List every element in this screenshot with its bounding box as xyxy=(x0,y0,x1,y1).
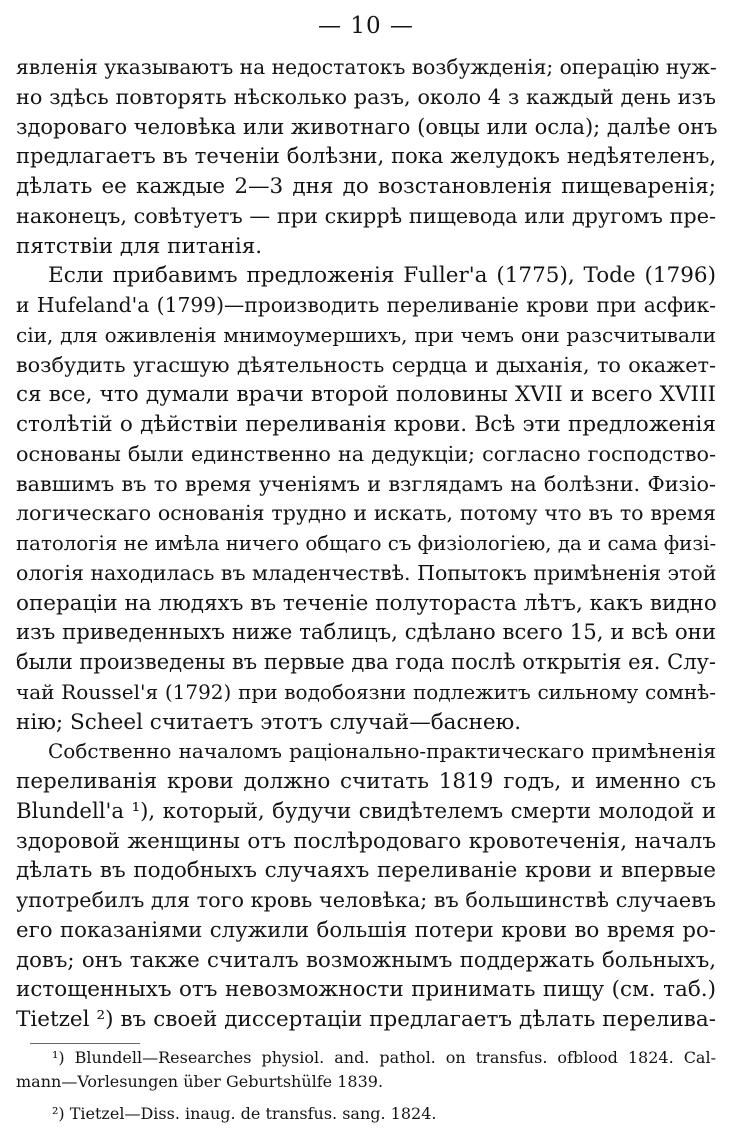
text-line: Blundell'а ¹), который, будучи свидѣтелемъ смерти молодой и xyxy=(16,798,716,824)
text-line: здороваго человѣка или животнаго (овцы или осла); далѣе онъ xyxy=(16,114,718,139)
footnotes xyxy=(16,1046,716,1126)
text-line: но здѣсь повторять нѣсколько разъ, около 4 з каждый день изъ xyxy=(16,84,716,109)
text-line: переливанія крови должно считать 1819 годъ, и именно съ xyxy=(16,769,716,794)
text-line: довъ; онъ также считалъ возможнымъ поддержать больныхъ, xyxy=(16,947,716,973)
text-line: дѣлать ее каждые 2—3 дня до возстановленія пищеваренія; xyxy=(16,174,716,199)
footnote-2: ²) Tietzel—Diss. inaug. de transfus. sang. 1824. xyxy=(52,1104,437,1123)
text-line: сіи, для оживленія мнимоумершихъ, при чемъ они разсчитывали xyxy=(16,322,716,347)
text-line: истощенныхъ отъ невозможности принимать пищу (см. таб.) xyxy=(16,977,716,1003)
text-line: были произведены въ первые два года послѣ открытія ея. Слу- xyxy=(16,650,716,674)
text-line: вавшимъ въ то время ученіямъ и взглядамъ на болѣзни. Физіо- xyxy=(16,471,716,496)
text-line: патологія не имѣла ничего общаго съ физіологіею, да и сама физі- xyxy=(16,532,717,555)
body-text xyxy=(16,53,716,1035)
text-line: ся все, что думали врачи второй половины XVII и всего XVIII xyxy=(16,382,716,408)
text-line: основаны были единственно на дедукціи; согласно господство- xyxy=(16,441,716,466)
text-line: предлагаетъ въ теченіи болѣзни, пока желудокъ недѣятеленъ, xyxy=(16,144,716,169)
text-line: здоровой женщины отъ послѣродоваго кровотеченія, началъ xyxy=(16,828,716,854)
footnote-1-continuation: mann—Vorlesungen über Geburtshülfe 1839. xyxy=(16,1072,384,1091)
text-line: и Hufeland'а (1799)—производить переливаніе крови при асфик- xyxy=(16,293,716,317)
text-line: операціи на людяхъ въ теченіе полутораста лѣтъ, какъ видно xyxy=(16,590,717,616)
text-line: Tietzel ²) въ своей диссертаціи предлагаетъ дѣлать перелива- xyxy=(16,1007,716,1032)
text-line: возбудить угасшую дѣятельность сердца и дыханія, то окажет- xyxy=(16,352,716,377)
text-line: столѣтій о дѣйствіи переливанія крови. Всѣ эти предложенія xyxy=(16,412,716,437)
text-line: явленія указываютъ на недостатокъ возбужденія; операцію нуж- xyxy=(16,55,717,79)
text-line: изъ приведенныхъ ниже таблицъ, сдѣлано всего 15, и всѣ они xyxy=(16,620,716,646)
text-line: чай Roussel'я (1792) при водобоязни подлежитъ сильному сомнѣ- xyxy=(16,679,716,704)
text-line: Если прибавимъ предложенія Fuller'а (1775), Tode (1796) xyxy=(48,263,716,289)
text-line: нію; Scheel считаетъ этотъ случай—баснею. xyxy=(16,709,522,735)
text-line: ологія находилась въ младенчествѣ. Попытокъ примѣненія этой xyxy=(16,560,717,585)
text-line: его показаніями служили большія потери крови во время ро- xyxy=(16,917,716,943)
footnote-1: ¹) Blundell—Researches physiol. and. pathol. on transfus. ofblood 1824. Cal- xyxy=(52,1048,716,1067)
text-line: пятствіи для питанія. xyxy=(16,233,263,259)
text-line: логическаго основанія трудно и искать, потому что въ то время xyxy=(16,501,716,526)
page-number: — 10 — xyxy=(318,13,414,39)
text-line: употребилъ для того кровь человѣка; въ большинствѣ случаевъ xyxy=(16,888,716,912)
footnote-divider xyxy=(30,1043,140,1044)
text-line: наконецъ, совѣтуетъ — при скиррѣ пищевода или другомъ пре- xyxy=(16,203,716,228)
text-line: Собственно началомъ раціонально-практическаго примѣненія xyxy=(48,739,716,764)
text-line: дѣлать въ подобныхъ случаяхъ переливаніе крови и впервые xyxy=(16,858,716,884)
